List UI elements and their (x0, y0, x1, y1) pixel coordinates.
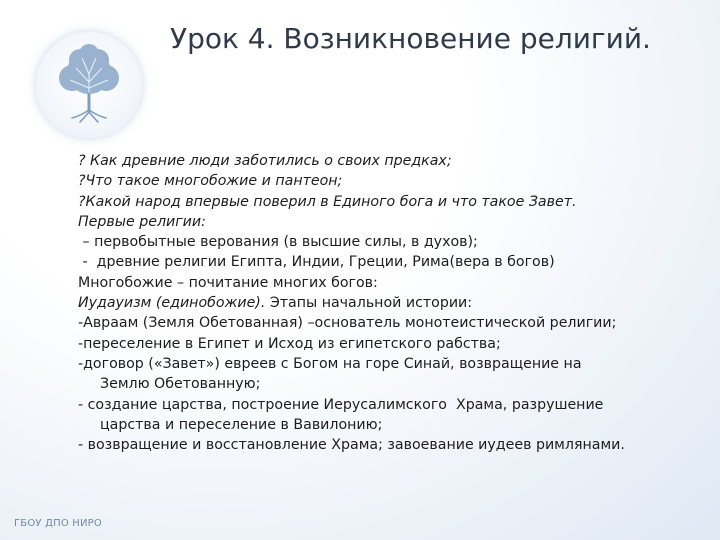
question-line: ?Что такое многобожие и пантеон; (78, 173, 343, 190)
text-line: – первобытные верования (в высшие силы, в духов); (78, 234, 478, 251)
text-line: -Авраам (Земля Обетованная) –основатель монотеистической религии; (78, 315, 617, 332)
page-title: Урок 4. Возникновение религий. (170, 22, 651, 55)
question-line: ?Какой народ впервые поверил в Единого бога и что такое Завет. (78, 193, 577, 210)
question-line: ? Как древние люди заботились о своих предках; (78, 153, 452, 169)
text-fragment: Этапы начальной истории: (265, 295, 473, 312)
text-line: - древние религии Египта, Индии, Греции, Рима(вера в богов) (78, 254, 555, 271)
text-line: -переселение в Египет и Исход из египетского рабства; (78, 335, 501, 352)
text-line: -договор («Завет») евреев с Богом на горе Синай, возвращение на (78, 355, 582, 372)
logo (36, 32, 142, 138)
text-line: Многобожие – почитание многих богов: (78, 274, 378, 291)
text-line: - создание царства, построение Иерусалимского Храма, разрушение (78, 396, 604, 413)
text-line: царства и переселение в Вавилонию; (100, 416, 383, 433)
tree-icon (36, 32, 142, 138)
text-line: - возвращение и восстановление Храма; завоевание иудеев римлянами. (78, 437, 625, 454)
text-line: Землю Обетованную; (100, 376, 261, 393)
judaism-term: Иудауизм (единобожие). (78, 295, 266, 312)
lesson-content (78, 151, 718, 455)
text-line (78, 293, 718, 313)
section-heading: Первые религии: (78, 213, 206, 230)
footer-org: ГБОУ ДПО НИРО (14, 518, 102, 529)
